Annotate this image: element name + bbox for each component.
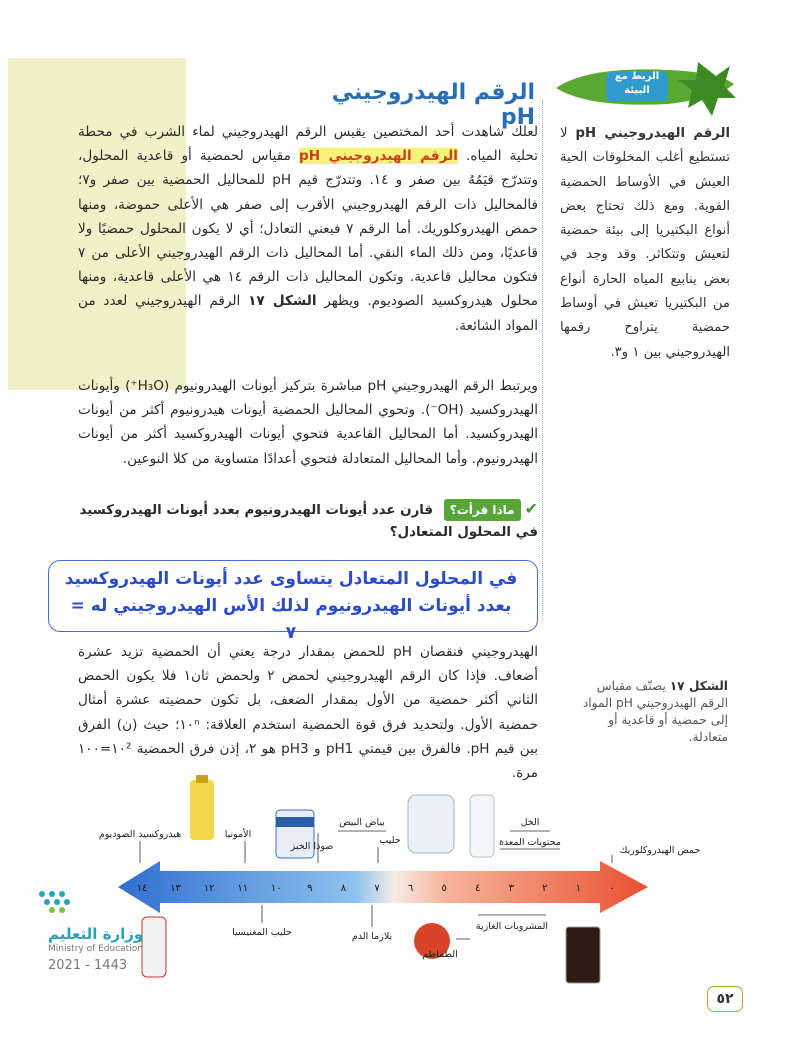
label-magnesia: حليب المغنيسيا <box>232 927 292 938</box>
logo-arabic: وزارة التعليم <box>48 925 144 943</box>
ph-number: ١٠ <box>270 883 282 894</box>
figure-reference: الشكل ١٧ <box>248 293 317 310</box>
sidebar-text <box>560 122 730 365</box>
label-stomach: محتويات المعدة <box>498 837 562 848</box>
figure-caption <box>568 678 728 746</box>
ph-number: ١١ <box>237 883 249 894</box>
caption-text: يصنّف مقياس الرقم الهيدروجيني pH المواد إلى حمضية أو قاعدية أو متعادلة. <box>582 679 728 744</box>
reading-check <box>78 498 538 544</box>
para1-intro: لعلك شاهدت أحد المختصين يقيس الرقم الهيدروجيني لماء الشرب في محطة تحلية المياه. <box>78 124 538 165</box>
ph-number: ٥ <box>441 883 447 894</box>
ph-number: ١ <box>575 883 582 894</box>
label-ammonia: الأمونيا <box>224 829 252 840</box>
logo-english: Ministry of Education <box>48 944 143 954</box>
ph-number: ٨ <box>340 883 347 894</box>
paragraph-1 <box>78 120 538 338</box>
ph-numbers <box>137 883 615 894</box>
reading-badge: ماذا قرأت؟ <box>444 499 521 521</box>
sidebar-heading: الرقم الهيدروجيني pH <box>575 126 730 141</box>
ph-number: ٣ <box>508 883 514 894</box>
label-tomato: الطماطم <box>422 949 458 960</box>
ph-number: ١٤ <box>136 883 148 894</box>
ph-arrow <box>118 861 648 913</box>
section-title: الرقم الهيدروجيني pH <box>331 80 535 130</box>
label-milk: حليب <box>379 835 401 846</box>
label-egg-white: بياض البيض <box>339 817 385 828</box>
para1-body: مقياس لحمضية أو قاعدية المحلول، وتتدرّج قيَمُهُ بين صفر و ١٤. وتتدرّج قيم pH للمحاليل الحمضية بين صفر و٧؛ فالمحاليل ذات الرقم الهيدروجيني الأقرب إلى صفر هي الأعلى حموضة، ومنها حمض الهيدروكلوريك. أما الرقم ٧ فيعني التعادل؛ أي لا يكون المحلول حمضيًا ولا قاعديًا، ومن ذلك الماء النقي. أما المحاليل ذات الرقم الهيدروجيني الأعلى من ٧ فتكون محاليل قاعدية. وتكون المحاليل ذات الرقم ١٤ هي الأعلى قاعدية، ومنها محلول هيدروكسيد الصوديوم. ويظهر <box>78 148 539 310</box>
sidebar-banner-text <box>606 70 668 98</box>
label-soda: المشروبات الغازية <box>475 921 549 932</box>
paragraph-2: ويرتبط الرقم الهيدروجيني pH مباشرة بتركيز أيونات الهيدرونيوم (H₃O⁺) وأيونات الهيدروكسيد (OH⁻). وتحوي المحاليل الحمضية أيونات هيدرونيوم أكثر من أيونات الهيدروكسيد. أما المحاليل القاعدية فتحوي أيونات الهيدروكسيد أكثر من أيونات الهيدرونيوم. وأما المحاليل المتعادلة فتحوي أعدادًا متساوية من كلا النوعين. <box>78 378 538 467</box>
para1-end: الرقم الهيدروجيني لعدد من المواد الشائعة. <box>78 293 538 334</box>
column-divider <box>542 100 543 620</box>
label-baking-soda: صودا الخبز <box>290 841 334 852</box>
reading-question: قارن عدد أيونات الهيدرونيوم بعدد أيونات الهيدروكسيد في المحلول المتعادل؟ <box>79 503 538 540</box>
ph-number: ٦ <box>407 883 414 894</box>
ph-number: ٠ <box>609 883 615 894</box>
vinegar-bottle-icon <box>470 795 494 857</box>
label-plasma: بلازما الدم <box>351 931 393 942</box>
checkmark-icon: ✔ <box>524 499 538 518</box>
caption-label: الشكل ١٧ <box>669 679 728 693</box>
ph-number: ٤ <box>475 883 481 894</box>
ph-number: ٧ <box>374 883 380 894</box>
page-number: ٥٢ <box>707 986 743 1012</box>
sidebar-banner-line2: البيئة <box>624 85 650 96</box>
ammonia-bottle-icon <box>190 780 214 840</box>
ph-number: ٢ <box>542 883 548 894</box>
milk-jug-icon <box>408 795 454 853</box>
sidebar-banner-line1: الربط مع <box>614 71 660 82</box>
label-hcl: حمض الهيدروكلوريك <box>619 845 701 856</box>
ph-number: ١٣ <box>170 883 181 894</box>
paragraph-3: الهيدروجيني فنقصان pH للحمض بمقدار درجة يعني أن الحمضية تزيد عشرة أضعاف. فإذا كان الرقم الهيدروجيني لحمض ٢ ولحمض ثان١ فلا يكون الحمض الثاني أكثر حمضية من الأول بمقدار الضعف، بل تكون حمضيته عشرة أمثال حمضية الأول. ولتحديد فرق قوة الحمضية استخدم العلاقة: ١٠ⁿ؛ حيث (ن) الفرق بين قيم pH. فالفرق بين قيمتي pH1 و pH3 هو ٢، إذن فرق الحمضية ١٠²=١٠٠ مرة. <box>78 644 539 782</box>
label-naoh: هيدروكسيد الصوديوم <box>98 829 182 840</box>
soda-glass-icon <box>566 927 600 983</box>
highlighted-term: الرقم الهيدروجيني pH <box>298 148 458 165</box>
ph-number: ٩ <box>307 883 313 894</box>
sidebar-body: لا تستطيع أغلب المخلوقات الحية العيش في الأوساط الحمضية القوية. ومع ذلك تحتاج بعض أنواع البكتيريا إلى بيئة حمضية لتعيش وتتكاثر. وقد وجد في بعض ينابيع المياه الحارة أنواع من البكتيريا تعيش في أوساط حمضية يتراوح رقمها الهيدروجيني بين ١ و٣. <box>560 126 730 360</box>
magnesia-bottle-icon <box>142 917 166 977</box>
logo-year: 2021 - 1443 <box>48 958 128 973</box>
label-vinegar: الخل <box>520 817 540 828</box>
ph-number: ١٢ <box>203 883 215 894</box>
answer-text: في المحلول المتعادل يتساوى عدد أيونات الهيدروكسيد بعدد أيونات الهيدرونيوم لذلك الأس الهيدروجيني له = ٧ <box>64 569 518 643</box>
